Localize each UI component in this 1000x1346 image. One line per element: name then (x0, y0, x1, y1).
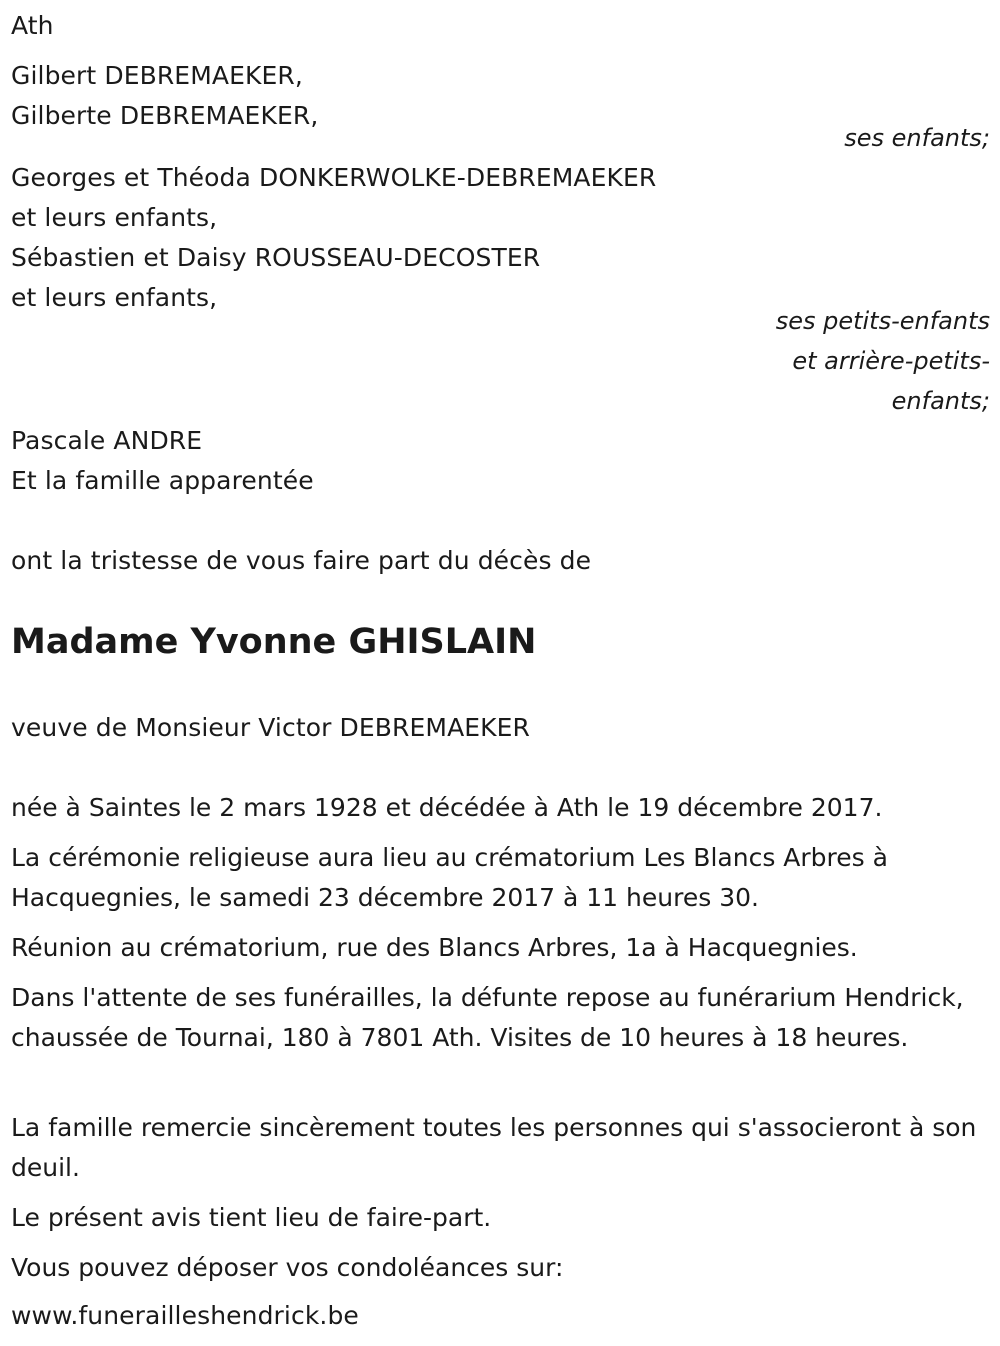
grandchildren-label: enfants; (891, 387, 990, 415)
grandchild-line: Georges et Théoda DONKERWOLKE-DEBREMAEKER (11, 163, 657, 192)
child-name: Gilberte DEBREMAEKER, (11, 101, 319, 130)
birth-death-dates: née à Saintes le 2 mars 1928 et décédée à Ath le 19 décembre 2017. (11, 793, 883, 822)
other-family-line: Et la famille apparentée (11, 466, 314, 495)
grandchildren-label: et arrière-petits- (792, 347, 990, 375)
deceased-name: Madame Yvonne GHISLAIN (11, 622, 537, 662)
announcement-text: ont la tristesse de vous faire part du décès de (11, 546, 592, 575)
grandchild-line: Sébastien et Daisy ROUSSEAU-DECOSTER (11, 243, 541, 272)
children-label: ses enfants; (844, 124, 990, 152)
visitation-info: Dans l'attente de ses funérailles, la défunte repose au funérarium Hendrick, chaussée de Tournai, 180 à 7801 Ath. Visites de 10 heures à 18 heures. (11, 983, 964, 1052)
thanks-text: La famille remercie sincèrement toutes les personnes qui s'associeront à son deuil. (11, 1113, 977, 1182)
ceremony-info: La cérémonie religieuse aura lieu au crématorium Les Blancs Arbres à Hacquegnies, le samedi 23 décembre 2017 à 11 heures 30. (11, 843, 888, 912)
condolences-website-link[interactable]: www.funerailleshendrick.be (11, 1301, 359, 1330)
condolences-text: Vous pouvez déposer vos condoléances sur: (11, 1253, 564, 1282)
grandchildren-label: ses petits-enfants (775, 307, 990, 335)
widow-of-text: veuve de Monsieur Victor DEBREMAEKER (11, 713, 531, 742)
notice-statement: Le présent avis tient lieu de faire-part. (11, 1203, 492, 1232)
grandchild-line: et leurs enfants, (11, 203, 218, 232)
child-name: Gilbert DEBREMAEKER, (11, 61, 303, 90)
other-family-line: Pascale ANDRE (11, 426, 203, 455)
grandchild-line: et leurs enfants, (11, 283, 218, 312)
gathering-info: Réunion au crématorium, rue des Blancs Arbres, 1a à Hacquegnies. (11, 933, 858, 962)
location: Ath (11, 11, 54, 40)
